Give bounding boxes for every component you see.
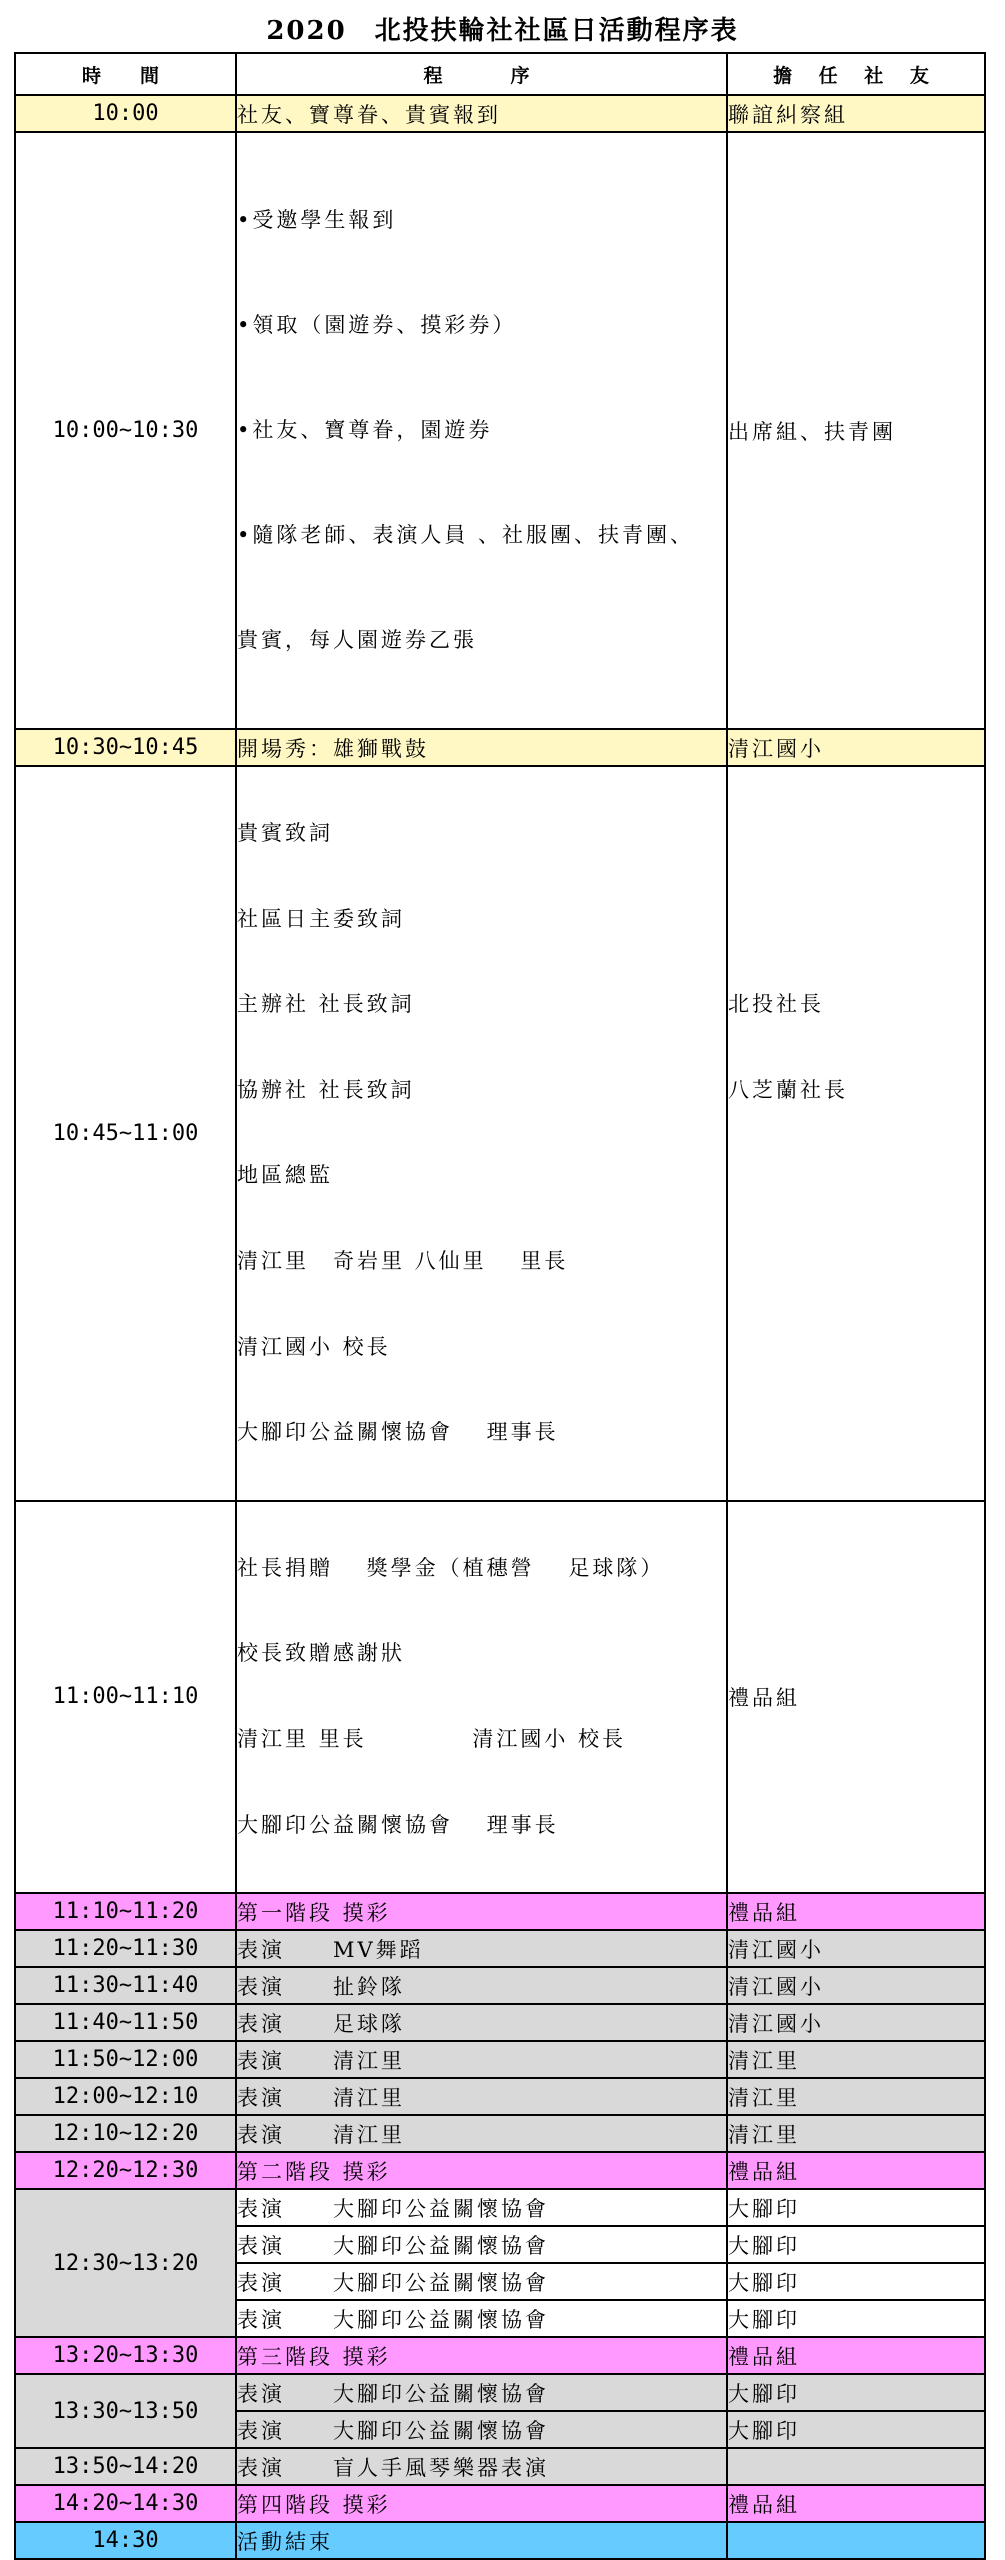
- program-line: 表演 大腳印公益關懷協會: [237, 2233, 549, 2258]
- table-row: [15, 2004, 985, 2041]
- responsible-cell: [727, 2041, 985, 2078]
- program-cell: [236, 2078, 727, 2115]
- program-line: 表演 大腳印公益關懷協會: [237, 2307, 549, 2332]
- program-line: 社區日主委致詞: [237, 906, 405, 931]
- time-cell: 12:00~12:10: [15, 2078, 236, 2115]
- program-line: 表演 MV舞蹈: [237, 1937, 424, 1962]
- program-cell: [236, 2337, 727, 2374]
- responsible-line: 聯誼糾察組: [728, 102, 848, 127]
- responsible-cell: [727, 2152, 985, 2189]
- responsible-line: 出席組、扶青團: [728, 419, 896, 444]
- table-row: [15, 2078, 985, 2115]
- program-line: 地區總監: [237, 1163, 333, 1188]
- responsible-line: 清江國小: [728, 1974, 824, 1999]
- responsible-cell: [727, 2337, 985, 2374]
- responsible-line: 大腳印: [728, 2418, 800, 2443]
- program-line: 表演 足球隊: [237, 2011, 405, 2036]
- program-cell: [236, 2041, 727, 2078]
- responsible-line: 清江國小: [728, 736, 824, 761]
- program-cell: [236, 2152, 727, 2189]
- program-line: 清江里 奇岩里 八仙里 里長: [237, 1248, 569, 1273]
- program-cell: [236, 2226, 727, 2263]
- program-line: •隨隊老師、表演人員 、社服團、扶青團、: [237, 523, 695, 547]
- program-cell: [236, 2004, 727, 2041]
- program-cell: [236, 132, 727, 729]
- responsible-cell: [727, 1501, 985, 1893]
- responsible-cell: [727, 2263, 985, 2300]
- program-line: 第一階段 摸彩: [237, 1900, 391, 1925]
- time-cell: 12:10~12:20: [15, 2115, 236, 2152]
- time-cell: 10:00: [15, 95, 236, 132]
- responsible-line: 清江國小: [728, 2011, 824, 2036]
- responsible-line: 大腳印: [728, 2196, 800, 2221]
- program-line: 協辦社 社長致詞: [237, 1077, 415, 1102]
- program-cell: [236, 2522, 727, 2559]
- header-program: 程 序: [236, 53, 727, 95]
- program-line: 第四階段 摸彩: [237, 2492, 391, 2517]
- responsible-line: 北投社長: [728, 992, 824, 1017]
- responsible-cell: [727, 2115, 985, 2152]
- program-line: 活動結束: [237, 2529, 333, 2554]
- program-cell: [236, 95, 727, 132]
- responsible-cell: [727, 1930, 985, 1967]
- responsible-cell: [727, 132, 985, 729]
- program-cell: [236, 1930, 727, 1967]
- table-row: [15, 729, 985, 766]
- responsible-line: 禮品組: [728, 1685, 800, 1710]
- program-line: 開場秀：雄獅戰鼓: [237, 736, 429, 761]
- time-cell: 11:30~11:40: [15, 1967, 236, 2004]
- table-row: [15, 2152, 985, 2189]
- program-line: 社長捐贈 獎學金（植穗營 足球隊）: [237, 1555, 665, 1580]
- time-cell: 10:00~10:30: [15, 132, 236, 729]
- responsible-line: 禮品組: [728, 1900, 800, 1925]
- program-line: 表演 清江里: [237, 2048, 405, 2073]
- responsible-line: [728, 901, 984, 939]
- responsible-cell: [727, 2522, 985, 2559]
- responsible-cell: [727, 2374, 985, 2411]
- responsible-line: [728, 815, 984, 853]
- program-line: 主辦社 社長致詞: [237, 992, 415, 1017]
- table-row: [15, 132, 985, 729]
- program-cell: [236, 1967, 727, 2004]
- program-cell: [236, 2300, 727, 2337]
- responsible-cell: [727, 2226, 985, 2263]
- responsible-line: [728, 1157, 984, 1195]
- program-line: 表演 扯鈴隊: [237, 1974, 405, 1999]
- program-line: 清江國小 校長: [237, 1334, 391, 1359]
- time-cell: 11:40~11:50: [15, 2004, 236, 2041]
- time-cell: 11:10~11:20: [15, 1893, 236, 1930]
- responsible-cell: [727, 2189, 985, 2226]
- time-cell: 14:30: [15, 2522, 236, 2559]
- program-line: 表演 大腳印公益關懷協會: [237, 2270, 549, 2295]
- time-cell: 11:20~11:30: [15, 1930, 236, 1967]
- table-row: [15, 1501, 985, 1893]
- time-cell: 12:20~12:30: [15, 2152, 236, 2189]
- program-line: 校長致贈感謝狀: [237, 1641, 405, 1666]
- responsible-line: 大腳印: [728, 2307, 800, 2332]
- responsible-line: 禮品組: [728, 2492, 800, 2517]
- responsible-line: [728, 1329, 984, 1367]
- program-line: 第二階段 摸彩: [237, 2159, 391, 2184]
- responsible-line: 清江國小: [728, 1937, 824, 1962]
- time-cell: 13:50~14:20: [15, 2448, 236, 2485]
- table-row: [15, 1893, 985, 1930]
- program-cell: [236, 2115, 727, 2152]
- program-line: 表演 清江里: [237, 2085, 405, 2110]
- program-cell: [236, 2374, 727, 2411]
- program-cell: [236, 729, 727, 766]
- responsible-line: 大腳印: [728, 2270, 800, 2295]
- responsible-line: 清江里: [728, 2048, 800, 2073]
- program-cell: [236, 2263, 727, 2300]
- table-row: [15, 2374, 985, 2411]
- time-cell: 12:30~13:20: [15, 2189, 236, 2337]
- responsible-cell: [727, 2485, 985, 2522]
- program-line: 大腳印公益關懷協會 理事長: [237, 1420, 559, 1445]
- program-line: 社友、寶尊眷、貴賓報到: [237, 102, 501, 127]
- program-line: •受邀學生報到: [237, 208, 397, 232]
- responsible-cell: [727, 2004, 985, 2041]
- responsible-line: [728, 1243, 984, 1281]
- program-line: 表演 大腳印公益關懷協會: [237, 2196, 549, 2221]
- document-title: 2020 北投扶輪社社區日活動程序表: [266, 16, 739, 46]
- time-cell: 10:45~11:00: [15, 766, 236, 1501]
- responsible-line: 八芝蘭社長: [728, 1077, 848, 1102]
- program-cell: [236, 2189, 727, 2226]
- table-row: [15, 2485, 985, 2522]
- responsible-cell: [727, 2078, 985, 2115]
- table-row: [15, 766, 985, 1501]
- table-row: [15, 2189, 985, 2226]
- program-line: •領取（園遊券、摸彩券）: [237, 313, 517, 337]
- responsible-line: 清江里: [728, 2122, 800, 2147]
- program-cell: [236, 1893, 727, 1930]
- responsible-line: 大腳印: [728, 2381, 800, 2406]
- program-line: 表演 大腳印公益關懷協會: [237, 2381, 549, 2406]
- table-row: [15, 1930, 985, 1967]
- table-row: [15, 2337, 985, 2374]
- table-row: [15, 2115, 985, 2152]
- program-line: 表演 清江里: [237, 2122, 405, 2147]
- header-responsible: 擔 任 社 友: [727, 53, 985, 95]
- program-cell: [236, 2411, 727, 2448]
- responsible-cell: [727, 729, 985, 766]
- responsible-line: 禮品組: [728, 2344, 800, 2369]
- time-cell: 11:00~11:10: [15, 1501, 236, 1893]
- responsible-cell: [727, 1893, 985, 1930]
- table-row: [15, 2041, 985, 2078]
- time-cell: 13:20~13:30: [15, 2337, 236, 2374]
- program-cell: [236, 2448, 727, 2485]
- program-line: 大腳印公益關懷協會 理事長: [237, 1812, 559, 1837]
- responsible-line: 大腳印: [728, 2233, 800, 2258]
- table-row: [15, 1967, 985, 2004]
- responsible-line: 清江里: [728, 2085, 800, 2110]
- time-cell: 11:50~12:00: [15, 2041, 236, 2078]
- header-time: 時 間: [15, 53, 236, 95]
- program-line: 貴賓致詞: [237, 821, 333, 845]
- program-line: 貴賓，每人園遊券乙張: [237, 628, 477, 652]
- program-cell: [236, 766, 727, 1501]
- responsible-cell: [727, 95, 985, 132]
- time-cell: 14:20~14:30: [15, 2485, 236, 2522]
- responsible-cell: [727, 2300, 985, 2337]
- program-line: 表演 盲人手風琴樂器表演: [237, 2455, 549, 2480]
- responsible-cell: [727, 2411, 985, 2448]
- program-line: 表演 大腳印公益關懷協會: [237, 2418, 549, 2443]
- program-line: 清江里 里長 清江國小 校長: [237, 1726, 627, 1751]
- table-row: [15, 2522, 985, 2559]
- schedule-table: [14, 52, 986, 2560]
- responsible-cell: [727, 766, 985, 1501]
- program-line: 第三階段 摸彩: [237, 2344, 391, 2369]
- table-row: [15, 2448, 985, 2485]
- time-cell: 13:30~13:50: [15, 2374, 236, 2448]
- table-row: [15, 95, 985, 132]
- program-line: •社友、寶尊眷，園遊券: [237, 418, 493, 442]
- responsible-cell: [727, 2448, 985, 2485]
- responsible-line: 禮品組: [728, 2159, 800, 2184]
- time-cell: 10:30~10:45: [15, 729, 236, 766]
- responsible-line: [728, 1414, 984, 1452]
- program-cell: [236, 1501, 727, 1893]
- program-cell: [236, 2485, 727, 2522]
- responsible-cell: [727, 1967, 985, 2004]
- header-row: [15, 53, 985, 95]
